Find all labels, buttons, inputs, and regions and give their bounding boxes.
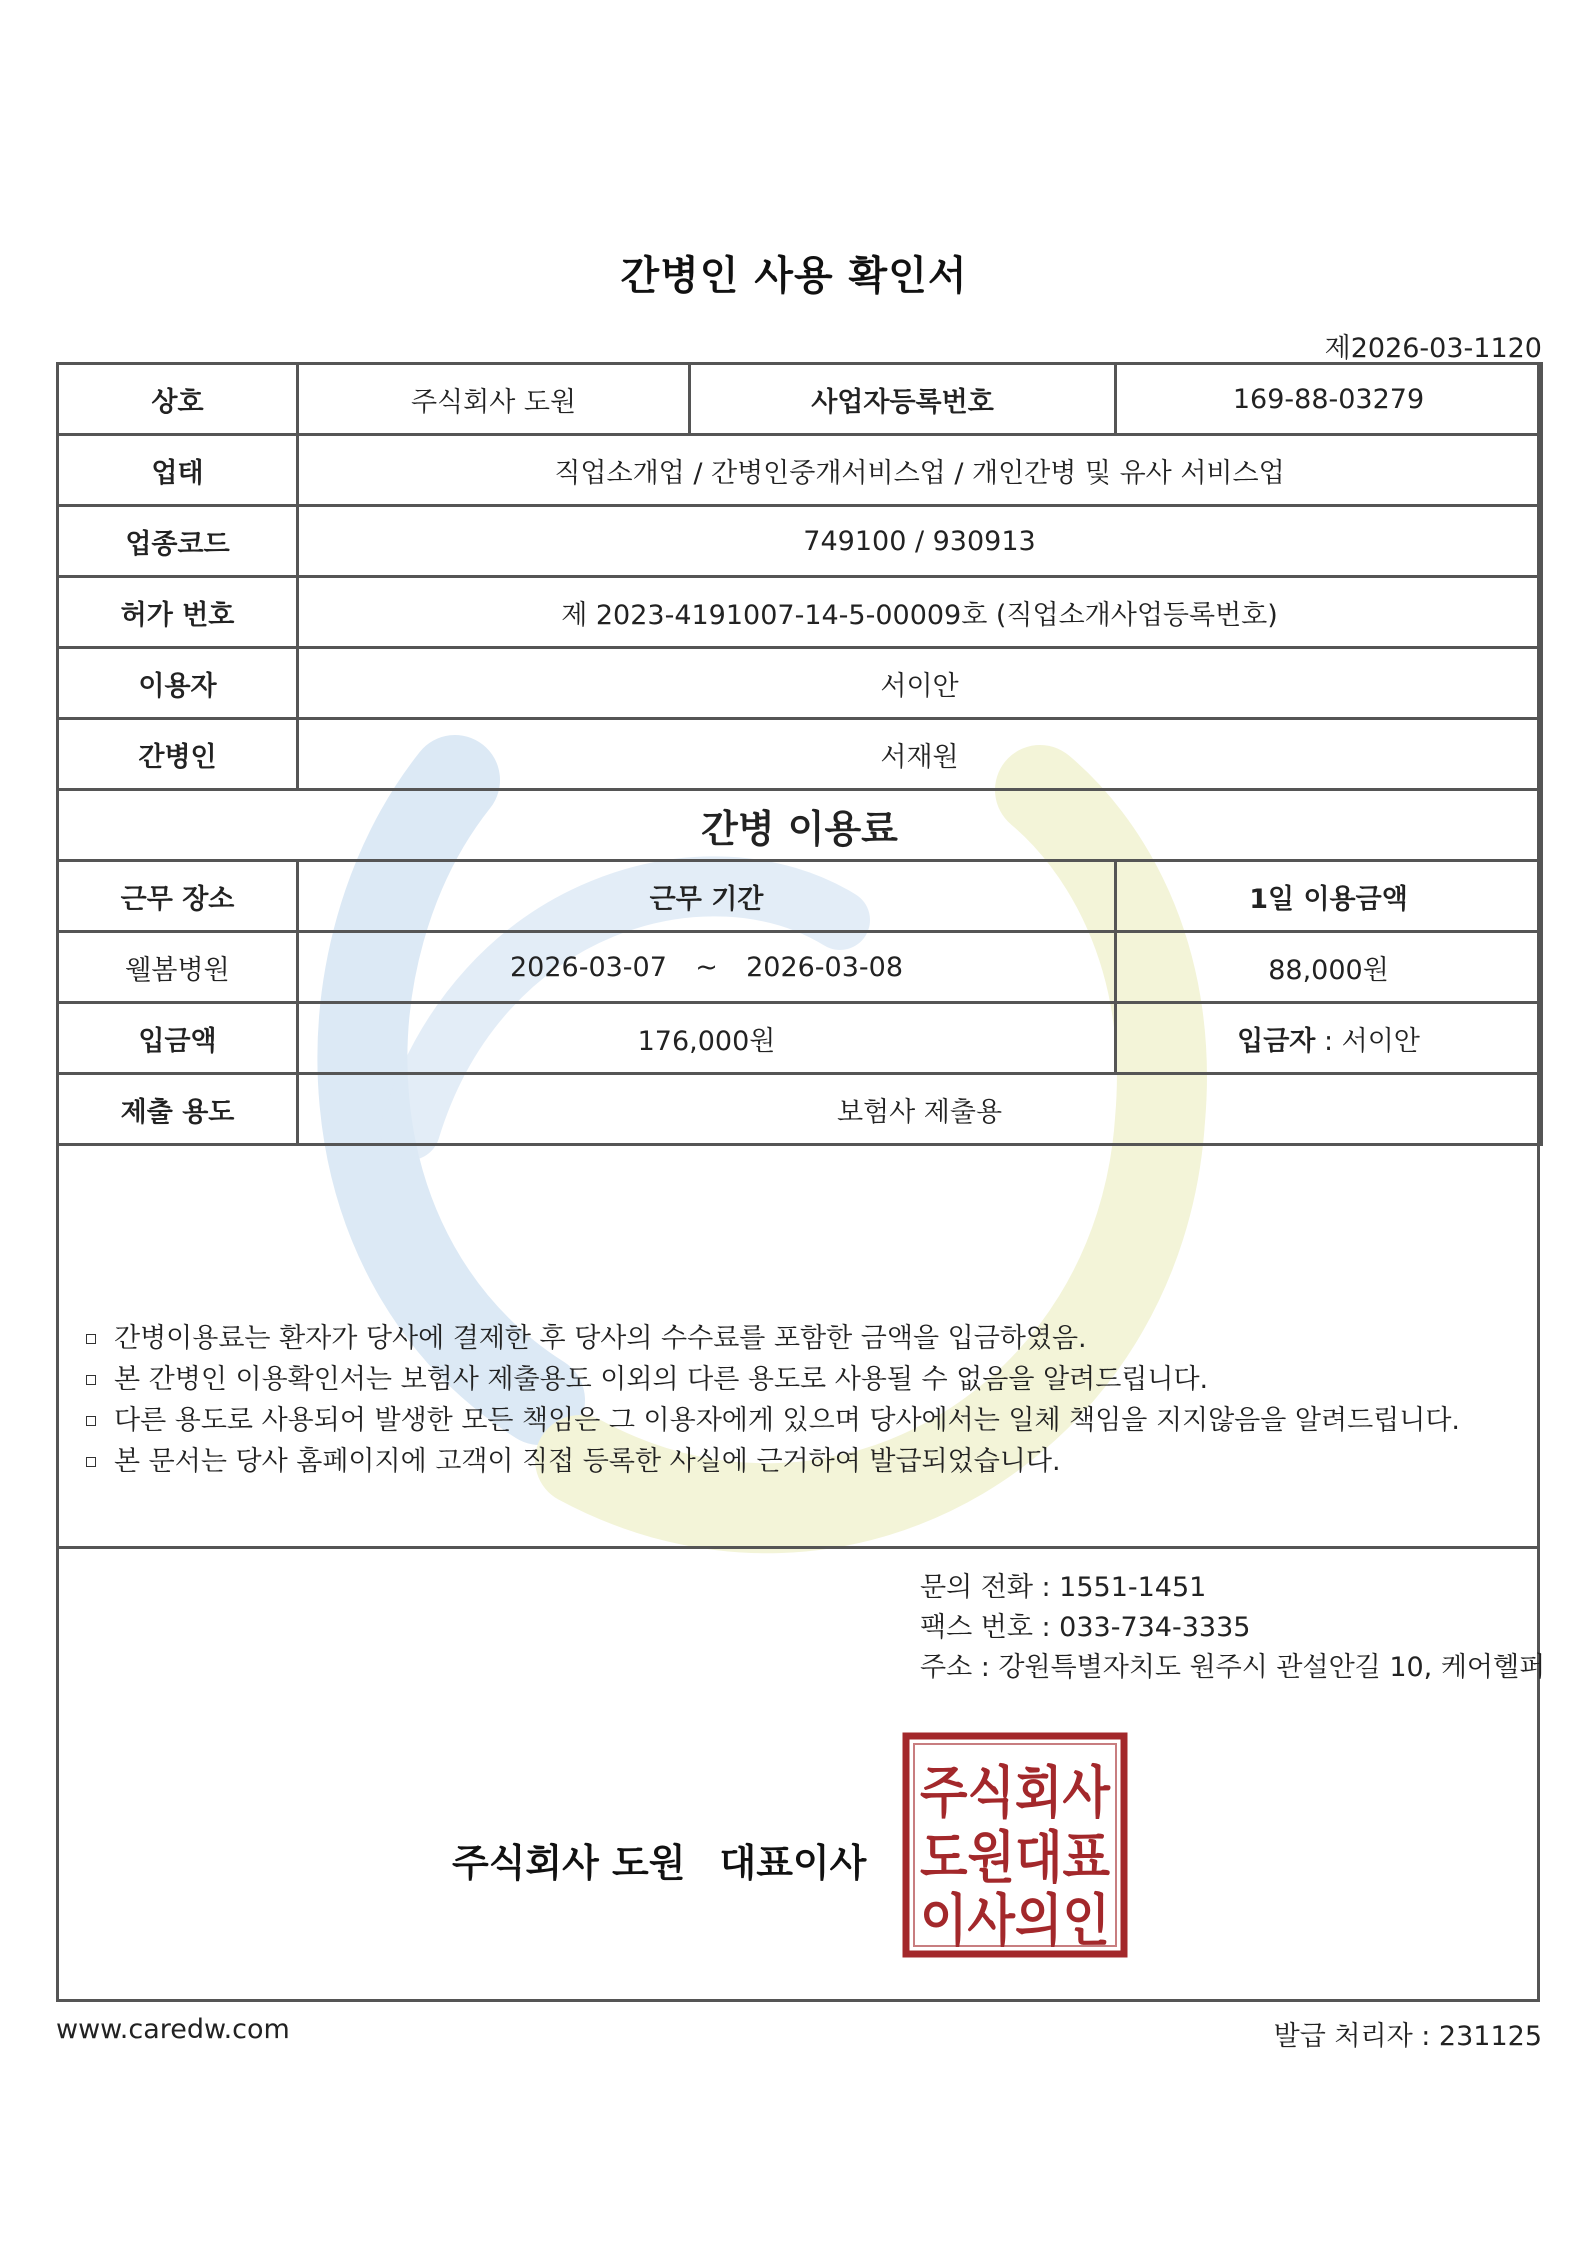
business-type-label: 업태	[58, 435, 298, 506]
caregiver-label: 간병인	[58, 719, 298, 790]
square-bullet-icon	[86, 1334, 96, 1344]
work-period-value	[298, 932, 1116, 1003]
business-reg-value: 169-88-03279	[1116, 364, 1542, 435]
contact-phone: 문의 전화 : 1551-1451	[920, 1572, 1207, 1603]
period-start: 2026-03-07	[509, 951, 667, 983]
table-row	[58, 1074, 1542, 1145]
work-period-label: 근무 기간	[298, 861, 1116, 932]
notes-list	[82, 1318, 1460, 1482]
table-row	[58, 506, 1542, 577]
user-label: 이용자	[58, 648, 298, 719]
document-number: 제2026-03-1120	[1324, 333, 1542, 364]
issuer-info: 발급 처리자 : 231125	[1273, 2021, 1542, 2052]
svg-text:도원대표: 도원대표	[920, 1826, 1110, 1891]
company-seal-stamp	[902, 1732, 1128, 1958]
work-place-value: 웰봄병원	[58, 932, 298, 1003]
list-item: 다른 용도로 사용되어 발생한 모든 책임은 그 이용자에게 있으며 당사에서는 일체 책임을 지지않음을 알려드립니다.	[82, 1400, 1460, 1441]
list-item: 본 간병인 이용확인서는 보험사 제출용도 이외의 다른 용도로 사용될 수 없음을 알려드립니다.	[82, 1359, 1460, 1400]
table-row	[58, 648, 1542, 719]
square-bullet-icon	[86, 1375, 96, 1385]
table-row	[58, 861, 1542, 932]
square-bullet-icon	[86, 1416, 96, 1426]
table-row	[58, 435, 1542, 506]
business-type-value: 직업소개업 / 간병인중개서비스업 / 개인간병 및 유사 서비스업	[298, 435, 1542, 506]
period-end: 2026-03-08	[746, 951, 904, 983]
deposit-label: 입금액	[58, 1003, 298, 1074]
info-table	[56, 362, 1543, 1146]
fee-section-title: 간병 이용료	[58, 790, 1542, 861]
svg-text:이사의인: 이사의인	[920, 1889, 1110, 1954]
svg-text:주식회사: 주식회사	[920, 1761, 1111, 1826]
purpose-label: 제출 용도	[58, 1074, 298, 1145]
period-separator: ~	[695, 951, 718, 983]
depositor-value: 서이안	[1341, 1025, 1420, 1057]
table-row	[58, 577, 1542, 648]
contact-address: 주소 : 강원특별자치도 원주시 관설안길 10, 케어헬퍼	[920, 1652, 1546, 1683]
caregiver-value: 서재원	[298, 719, 1542, 790]
business-reg-label: 사업자등록번호	[690, 364, 1116, 435]
contact-fax: 팩스 번호 : 033-734-3335	[920, 1612, 1251, 1643]
work-place-label: 근무 장소	[58, 861, 298, 932]
contact-info	[920, 1568, 1545, 1688]
deposit-value: 176,000원	[298, 1003, 1116, 1074]
table-row	[58, 719, 1542, 790]
daily-fee-value: 88,000원	[1116, 932, 1542, 1003]
document-title: 간병인 사용 확인서	[620, 253, 968, 299]
company-name-value: 주식회사 도원	[298, 364, 690, 435]
depositor-cell	[1116, 1003, 1542, 1074]
industry-code-value: 749100 / 930913	[298, 506, 1542, 577]
table-row	[58, 790, 1542, 861]
table-row	[58, 1003, 1542, 1074]
depositor-label: 입금자	[1237, 1025, 1316, 1057]
signature-title: 대표이사	[719, 1841, 867, 1885]
permit-number-label: 허가 번호	[58, 577, 298, 648]
signature-line	[452, 1832, 866, 1887]
permit-number-value: 제 2023-4191007-14-5-00009호 (직업소개사업등록번호)	[298, 577, 1542, 648]
list-item: 간병이용료는 환자가 당사에 결제한 후 당사의 수수료를 포함한 금액을 입금하였음.	[82, 1318, 1460, 1359]
divider	[56, 1546, 1540, 1549]
daily-fee-label: 1일 이용금액	[1116, 861, 1542, 932]
website-link[interactable]: www.caredw.com	[56, 2014, 290, 2045]
table-row	[58, 932, 1542, 1003]
industry-code-label: 업종코드	[58, 506, 298, 577]
list-item: 본 문서는 당사 홈페이지에 고객이 직접 등록한 사실에 근거하여 발급되었습니다.	[82, 1441, 1460, 1482]
user-value: 서이안	[298, 648, 1542, 719]
purpose-value: 보험사 제출용	[298, 1074, 1542, 1145]
company-name-label: 상호	[58, 364, 298, 435]
square-bullet-icon	[86, 1457, 96, 1467]
signature-company: 주식회사 도원	[452, 1841, 686, 1885]
depositor-separator: :	[1315, 1025, 1342, 1057]
table-row	[58, 364, 1542, 435]
